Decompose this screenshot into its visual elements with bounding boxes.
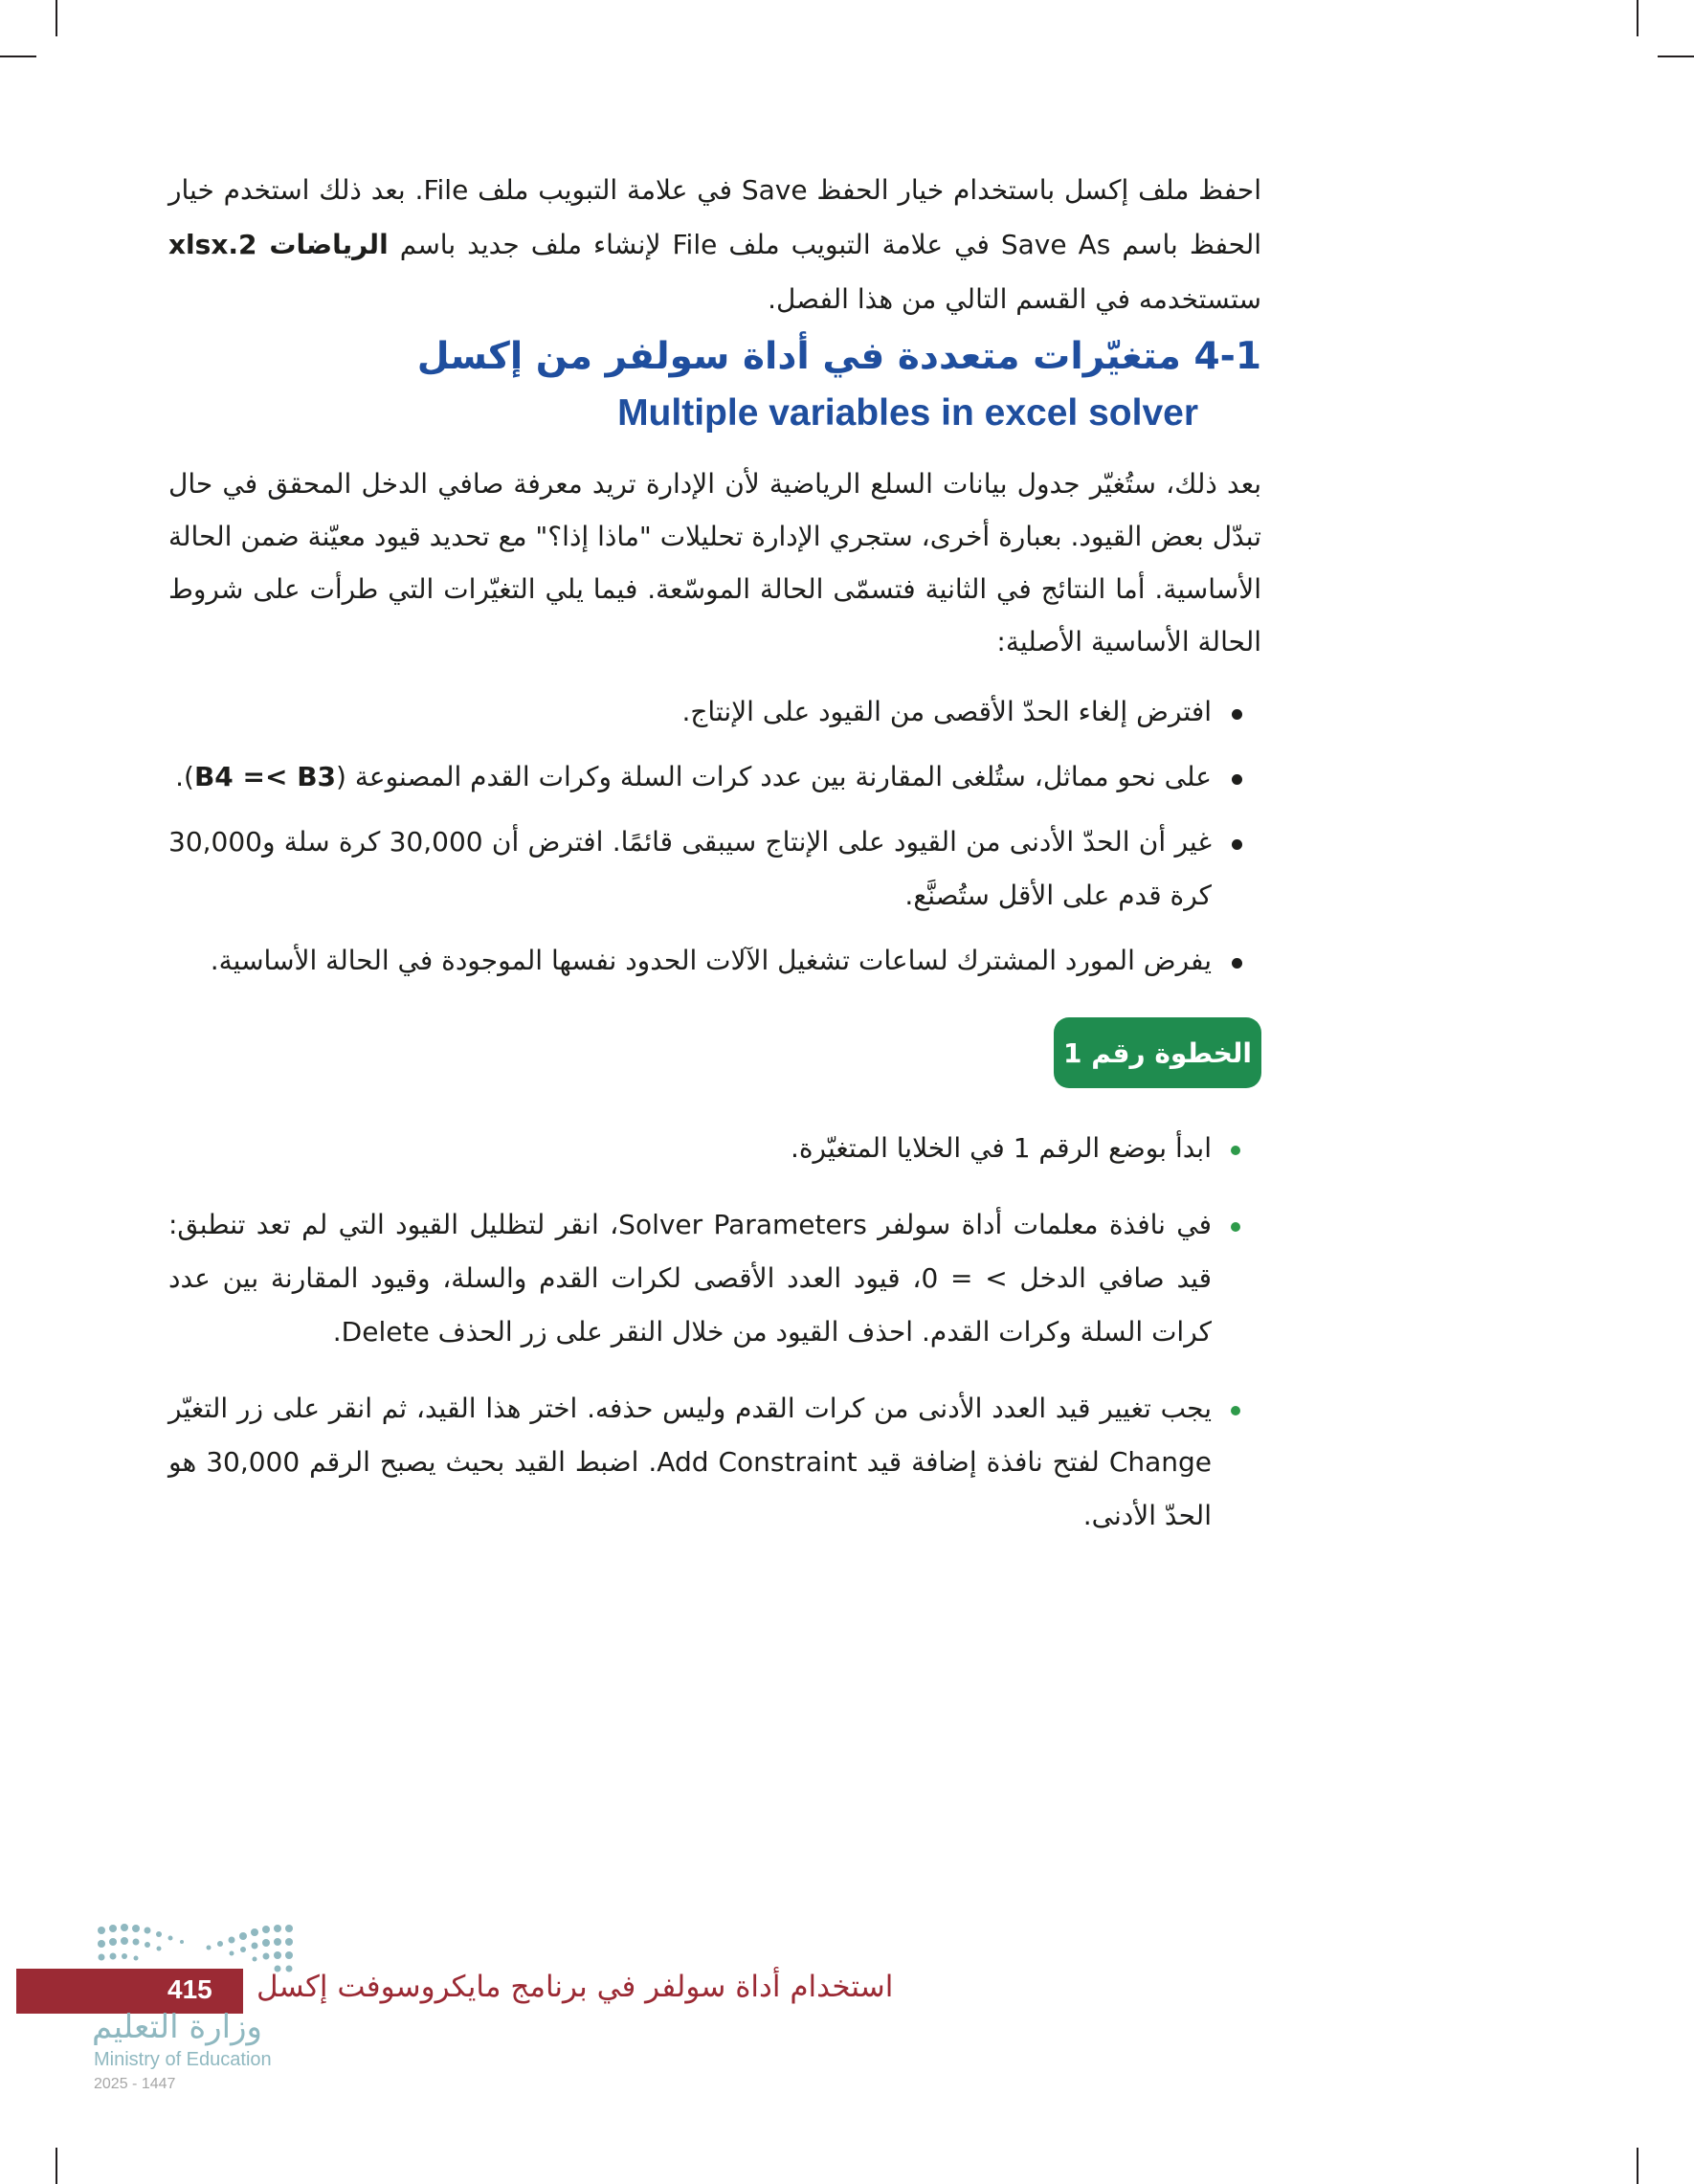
cell-comparison: B4 =< B3 xyxy=(193,761,337,792)
crop-mark xyxy=(0,56,36,57)
crop-mark xyxy=(1658,56,1694,57)
crop-mark xyxy=(56,2148,57,2184)
section-heading-arabic: 4-1 متغيّرات متعددة في أداة سولفر من إكسل xyxy=(416,335,1261,378)
bullet-icon xyxy=(1232,709,1242,720)
ministry-name-english: Ministry of Education xyxy=(94,2049,272,2070)
list-item: ابدأ بوضع الرقم 1 في الخلايا المتغيّرة. xyxy=(168,1122,1212,1175)
conditions-list xyxy=(168,685,1212,999)
step-instructions-list xyxy=(168,1122,1212,1566)
crop-mark xyxy=(56,0,57,36)
section-heading-english: Multiple variables in excel solver xyxy=(617,392,1198,434)
bullet-icon xyxy=(1231,1222,1240,1232)
file-name: الرياضات xlsx.2 xyxy=(168,229,389,260)
ministry-name-arabic: وزارة التعليم xyxy=(92,2008,262,2046)
page-number: 415 xyxy=(167,1974,212,2004)
crop-mark xyxy=(1637,2148,1638,2184)
body-paragraph: بعد ذلك، ستُغيّر جدول بيانات السلع الرياضية لأن الإدارة تريد معرفة صافي الدخل المحقق في حال تبدّل بعض القيود. بعبارة أخرى، ستجري الإدارة تحليلات "ماذا إذا؟" مع تحديد قيود معيّنة ضمن الحالة الأساسية. أما النتائج في الثانية فتسمّى الحالة الموسّعة. فيما يلي التغيّرات التي طرأت على شروط الحالة الأساسية الأصلية: xyxy=(168,468,1261,657)
list-item: غير أن الحدّ الأدنى من القيود على الإنتاج سيبقى قائمًا. افترض أن 30,000 كرة سلة و30,000 كرة قدم على الأقل ستُصنَّع. xyxy=(168,815,1212,923)
bullet-icon xyxy=(1232,774,1242,785)
chapter-title: استخدام أداة سولفر في برنامج مايكروسوفت إكسل xyxy=(256,1970,894,2004)
list-item: في نافذة معلمات أداة سولفر Solver Parameters، انقر لتظليل القيود التي لم تعد تنطبق: قيد صافي الدخل > = 0، قيود العدد الأقصى لكرات القدم والسلة، وقيود المقارنة بين عدد كرات السلة وكرات القدم. احذف القيود من خلال النقر على زر الحذف Delete. xyxy=(168,1198,1212,1359)
bullet-icon xyxy=(1231,1146,1240,1155)
list-item: على نحو مماثل، ستُلغى المقارنة بين عدد كرات السلة وكرات القدم المصنوعة (B4 =< B3). xyxy=(168,750,1212,804)
crop-mark xyxy=(1637,0,1638,36)
bullet-icon xyxy=(1232,839,1242,850)
list-item: يفرض المورد المشترك لساعات تشغيل الآلات الحدود نفسها الموجودة في الحالة الأساسية. xyxy=(168,934,1212,988)
edition-year: 2025 - 1447 xyxy=(94,2076,176,2092)
bullet-icon xyxy=(1231,1406,1240,1415)
step-badge: الخطوة رقم 1 xyxy=(1054,1017,1261,1088)
list-item: افترض إلغاء الحدّ الأقصى من القيود على الإنتاج. xyxy=(168,685,1212,739)
intro-paragraph: احفظ ملف إكسل باستخدام خيار الحفظ Save في علامة التبويب ملف File. بعد ذلك استخدم خيار الحفظ باسم Save As في علامة التبويب ملف File لإنشاء ملف جديد باسم الرياضات xlsx.2 ستستخدمه في القسم التالي من هذا الفصل. xyxy=(168,174,1262,315)
bullet-icon xyxy=(1232,958,1242,969)
list-item: يجب تغيير قيد العدد الأدنى من كرات القدم وليس حذفه. اختر هذا القيد، ثم انقر على زر التغيّر Change لفتح نافذة إضافة قيد Add Constraint. اضبط القيد بحيث يصبح الرقم 30,000 هو الحدّ الأدنى. xyxy=(168,1382,1212,1543)
